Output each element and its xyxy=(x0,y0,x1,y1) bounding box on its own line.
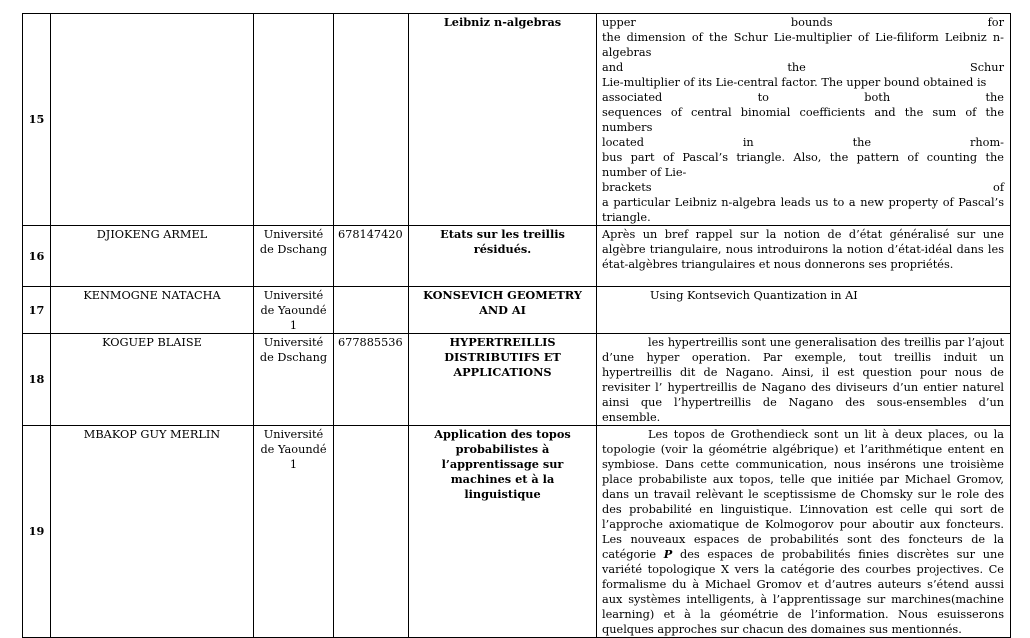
abstract-word: in xyxy=(742,136,754,149)
phone-number xyxy=(334,287,409,334)
speaker-name xyxy=(51,14,254,226)
abstract: Après un bref rappel sur la notion de d’état généralisé sur une algèbre triangulaire, nous introduirons la notion d’état-idéal dans les état-algèbres triangulaires et nous donnerons ses propriétés. xyxy=(597,226,1011,287)
abstract-17 xyxy=(597,287,1011,334)
speaker-name: DJIOKENG ARMEL xyxy=(51,226,254,287)
row-number: 15 xyxy=(23,14,51,226)
abstract-word: both xyxy=(864,91,891,104)
abstract-word: Schur xyxy=(969,61,1004,74)
abstract-word: and xyxy=(602,61,624,74)
table-row xyxy=(23,226,1011,287)
abstract-word: upper xyxy=(602,16,636,29)
talk-title: HYPERTREILLIS DISTRIBUTIFS ET APPLICATIONS xyxy=(409,334,597,426)
university: Université de Dschang xyxy=(254,334,334,426)
abstract-18 xyxy=(597,334,1011,426)
abstract-line xyxy=(602,60,1004,75)
abstract-word: for xyxy=(987,16,1004,29)
talk-title: Application des topos probabilistes à l’apprentissage sur machines et à la linguistique xyxy=(409,426,597,638)
university xyxy=(254,14,334,226)
talk-title: KONSEVICH GEOMETRY AND AI xyxy=(409,287,597,334)
abstract-15 xyxy=(597,14,1011,226)
row-number: 17 xyxy=(23,287,51,334)
abstract-line: sequences of central binomial coefficients and the sum of the numbers xyxy=(602,106,1004,134)
abstract-word: to xyxy=(757,91,769,104)
abstract-part-2: des espaces de probabilités finies discrètes sur une variété topologique X vers la catégorie des courbes projectives. Ce formalisme du à Michael Gromov et d’autres auteurs s’étend aussi aux systèmes intelligents, à l’apprentissage sur marchines(machine learning) et à la géométrie de l’information. Nous esuisserons quelques approches sur chacun des domaines sus mentionnés. xyxy=(602,548,1005,636)
abstract-word: brackets xyxy=(602,181,652,194)
phone-number xyxy=(334,426,409,638)
abstract-line: bus part of Pascal’s triangle. Also, the pattern of counting the number of Lie- xyxy=(602,151,1004,179)
university: Université de Dschang xyxy=(254,226,334,287)
talk-title: Leibniz n-algebras xyxy=(409,14,597,226)
table-row xyxy=(23,287,1011,334)
phone-number: 678147420 xyxy=(334,226,409,287)
abstract-19 xyxy=(597,426,1011,638)
abstract-word: bounds xyxy=(790,16,833,29)
abstract-word: located xyxy=(602,136,644,149)
abstract: les hypertreillis sont une generalisation des treillis par l’ajout d’une hyper operation. Par exemple, tout treillis induit un hypertreillis dit de Nagano. Ainsi, il est question pour nous de revisiter l’ hypertreillis de Nagano des diviseurs d’un entier naturel ainsi que l’hypertreillis de Nagano des sous-ensembles d’un ensemble. xyxy=(602,336,1004,424)
table-row xyxy=(23,426,1011,638)
abstract-word: associated xyxy=(602,91,663,104)
abstract-line xyxy=(602,90,1004,105)
phone-number xyxy=(334,14,409,226)
abstract: Using Kontsevich Quantization in AI xyxy=(650,289,858,302)
abstract-word: the xyxy=(787,61,806,74)
table-row xyxy=(23,14,1011,226)
speakers-table xyxy=(22,13,1011,638)
abstract-word: rhom- xyxy=(969,136,1004,149)
category-symbol: P xyxy=(663,547,673,561)
speaker-name: MBAKOP GUY MERLIN xyxy=(51,426,254,638)
abstract-line: a particular Leibniz n-algebra leads us to a new property of Pascal’s triangle. xyxy=(602,196,1004,224)
speaker-name: KENMOGNE NATACHA xyxy=(51,287,254,334)
abstract-line xyxy=(602,180,1004,195)
phone-number: 677885536 xyxy=(334,334,409,426)
university: Université de Yaoundé 1 xyxy=(254,426,334,638)
row-number: 19 xyxy=(23,426,51,638)
abstract-line xyxy=(602,15,1004,30)
row-number: 16 xyxy=(23,226,51,287)
abstract-line: the dimension of the Schur Lie-multiplier of Lie-filiform Leibniz n-algebras xyxy=(602,31,1004,59)
speaker-name: KOGUEP BLAISE xyxy=(51,334,254,426)
table-row xyxy=(23,334,1011,426)
abstract-line xyxy=(602,135,1004,150)
abstract-word: the xyxy=(852,136,872,149)
university: Université de Yaoundé 1 xyxy=(254,287,334,334)
row-number: 18 xyxy=(23,334,51,426)
abstract-word: of xyxy=(993,181,1004,194)
talk-title: Etats sur les treillis résidués. xyxy=(409,226,597,287)
abstract-word: the xyxy=(985,91,1004,104)
abstract-line: Lie-multiplier of its Lie-central factor. The upper bound obtained is xyxy=(602,76,987,89)
abstract-part-1: Les topos de Grothendieck sont un lit à deux places, ou la topologie (voir la géométrie algébrique) et l’arithmétique entent en symbiose. Dans cette communication, nous insérons une troisième place probabiliste aux topos, telle que initiée par Michael Gromov, dans un travail relèvant le sceptissisme de Chomsky sur le role des des probabilité en linguistique. L’innovation est celle qui sort de l’approche axiomatique de Kolmogorov pour aboutir aux foncteurs. Les nouveaux espaces de probabilités sont des foncteurs de la catégorie xyxy=(602,428,1004,561)
